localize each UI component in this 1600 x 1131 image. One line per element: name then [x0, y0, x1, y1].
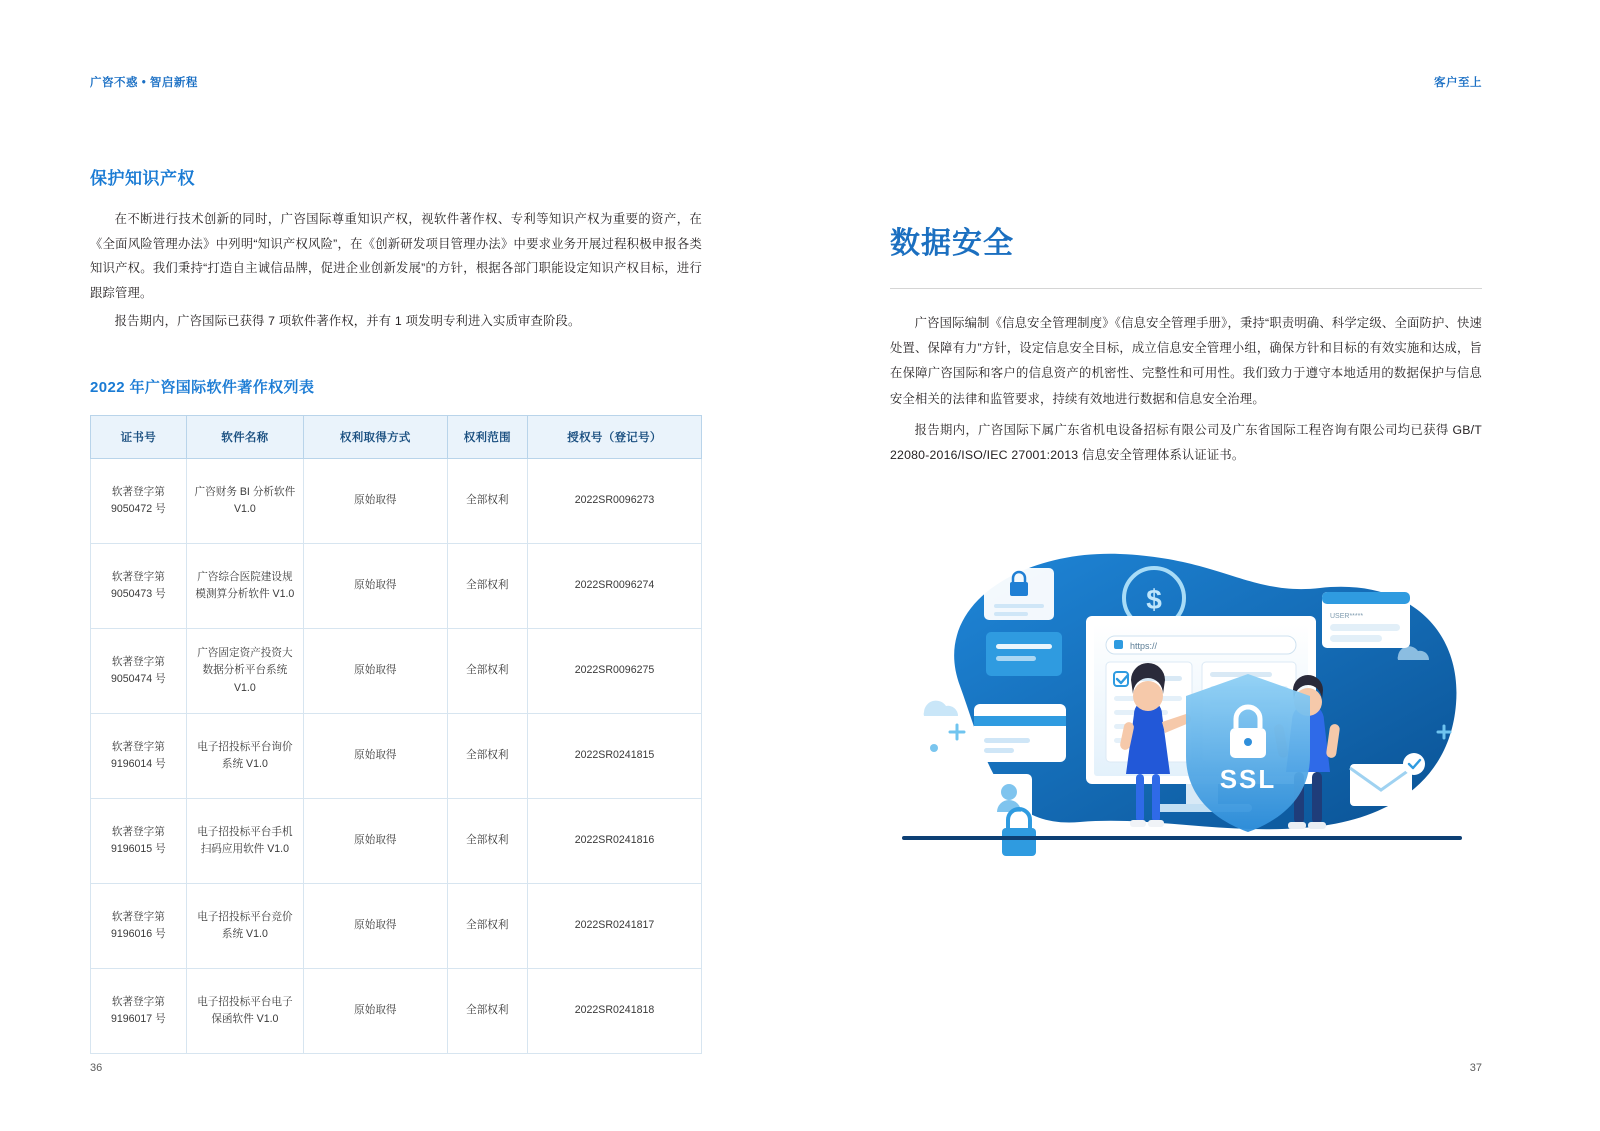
accent-dot: [930, 744, 938, 752]
login-field: [1330, 624, 1400, 631]
table-title-software-copyright: 2022 年广咨国际软件著作权列表: [90, 378, 315, 396]
column-header-reg-no: 授权号（登记号）: [528, 415, 702, 458]
cell-reg-no: 2022SR0241818: [528, 968, 702, 1053]
data-security-illustration: [890, 536, 1482, 866]
table-row: [91, 543, 702, 628]
cell-acquire: 原始取得: [304, 798, 448, 883]
column-header-scope: 权利范围: [447, 415, 527, 458]
url-label: https://: [1130, 641, 1158, 652]
cell-scope: 全部权利: [447, 628, 527, 713]
cell-software: 广咨综合医院建设规模测算分析软件 V1.0: [186, 543, 303, 628]
cell-reg-no: 2022SR0096274: [528, 543, 702, 628]
plus-icon: [950, 725, 964, 739]
cell-software: 电子招投标平台询价系统 V1.0: [186, 713, 303, 798]
table-row: [91, 628, 702, 713]
table-row: [91, 713, 702, 798]
cell-software: 广咨固定资产投资大数据分析平台系统 V1.0: [186, 628, 303, 713]
envelope-check-badge: [1403, 753, 1425, 775]
document-line: [994, 604, 1044, 608]
lock-body-icon: [1010, 582, 1028, 596]
cell-scope: 全部权利: [447, 883, 527, 968]
right-page: [800, 0, 1600, 1131]
paragraph-ip-1: 在不断进行技术创新的同时，广咨国际尊重知识产权，视软件著作权、专利等知识产权为重要的资产，在《全面风险管理办法》中列明“知识产权风险”，在《创新研发项目管理办法》中要求业务开展过程积极申报各类知识产权。我们秉持“打造自主诚信品牌，促进企业创新发展”的方针，根据各部门职能设定知识产权目标，进行跟踪管理。: [90, 212, 702, 300]
cell-acquire: 原始取得: [304, 713, 448, 798]
running-head-right: 客户至上: [1434, 77, 1482, 89]
cell-scope: 全部权利: [447, 968, 527, 1053]
padlock-body-icon: [1002, 828, 1036, 856]
cell-acquire: 原始取得: [304, 543, 448, 628]
table-row: [91, 798, 702, 883]
window-user-label: USER*****: [1330, 613, 1364, 621]
cell-cert-no: 软著登字第 9050473 号: [91, 543, 187, 628]
page-number-right: 37: [1469, 1062, 1482, 1074]
cloud-icon: [924, 701, 958, 716]
ground-line: [902, 836, 1462, 840]
cell-scope: 全部权利: [447, 543, 527, 628]
avatar-icon: [1001, 784, 1017, 800]
cell-scope: 全部权利: [447, 713, 527, 798]
url-lock-icon: [1114, 640, 1123, 649]
section-title-ip: 保护知识产权: [90, 169, 195, 188]
cell-scope: 全部权利: [447, 798, 527, 883]
column-header-cert-no: 证书号: [91, 415, 187, 458]
cell-cert-no: 软著登字第 9196014 号: [91, 713, 187, 798]
running-head-left: 广咨不惑 • 智启新程: [90, 77, 198, 89]
cell-software: 电子招投标平台竞价系统 V1.0: [186, 883, 303, 968]
credit-card-line: [984, 748, 1014, 753]
column-header-software: 软件名称: [186, 415, 303, 458]
cell-software: 电子招投标平台电子保函软件 V1.0: [186, 968, 303, 1053]
login-window-titlebar: [1322, 592, 1410, 604]
list-line: [996, 656, 1036, 661]
paragraph-ip-2: 报告期内，广咨国际已获得 7 项软件著作权，并有 1 项发明专利进入实质审查阶段。: [114, 314, 581, 329]
content-line: [1210, 672, 1272, 677]
cell-reg-no: 2022SR0096273: [528, 458, 702, 543]
cell-cert-no: 软著登字第 9196016 号: [91, 883, 187, 968]
shield-lock-keyhole-icon: [1244, 738, 1252, 746]
title-divider: [890, 288, 1482, 289]
page-number-left: 36: [90, 1062, 103, 1074]
envelope-icon: [1350, 764, 1412, 806]
cell-reg-no: 2022SR0096275: [528, 628, 702, 713]
ssl-label: SSL: [1219, 764, 1277, 795]
cell-software: 电子招投标平台手机扫码应用软件 V1.0: [186, 798, 303, 883]
cell-scope: 全部权利: [447, 458, 527, 543]
list-card: [986, 632, 1062, 676]
cell-cert-no: 软著登字第 9050472 号: [91, 458, 187, 543]
document-line: [994, 612, 1028, 616]
cell-cert-no: 软著登字第 9196015 号: [91, 798, 187, 883]
cell-acquire: 原始取得: [304, 883, 448, 968]
column-header-acquire: 权利取得方式: [304, 415, 448, 458]
paragraph-ds-1: 广咨国际编制《信息安全管理制度》《信息安全管理手册》，秉持“职责明确、科学定级、全面防护、快速处置、保障有力”方针，设定信息安全目标，成立信息安全管理小组，确保方针和目标的有效实施和达成，旨在保障广咨国际和客户的信息资产的机密性、完整性和可用性。我们致力于遵守本地适用的数据保护与信息安全相关的法律和监管要求，持续有效地进行数据和信息安全治理。: [890, 316, 1482, 406]
software-copyright-table: [90, 415, 702, 1054]
cell-cert-no: 软著登字第 9196017 号: [91, 968, 187, 1053]
table-row: [91, 458, 702, 543]
table-header-row: [91, 415, 702, 458]
cell-cert-no: 软著登字第 9050474 号: [91, 628, 187, 713]
cell-acquire: 原始取得: [304, 628, 448, 713]
cell-reg-no: 2022SR0241815: [528, 713, 702, 798]
credit-card-line: [984, 738, 1030, 743]
login-field: [1330, 635, 1382, 642]
dollar-label: $: [1146, 584, 1162, 616]
page-title-data-security: 数据安全: [890, 227, 1014, 260]
cell-reg-no: 2022SR0241816: [528, 798, 702, 883]
cell-acquire: 原始取得: [304, 458, 448, 543]
paragraph-ds-2: 报告期内，广咨国际下属广东省机电设备招标有限公司及广东省国际工程咨询有限公司均已获得 GB/T 22080-2016/ISO/IEC 27001:2013 信息安全管理体系认证证书。: [890, 422, 1482, 463]
cell-acquire: 原始取得: [304, 968, 448, 1053]
credit-card: [974, 704, 1066, 762]
credit-card-stripe: [974, 716, 1066, 726]
table-row: [91, 883, 702, 968]
cell-reg-no: 2022SR0241817: [528, 883, 702, 968]
table-row: [91, 968, 702, 1053]
cell-software: 广咨财务 BI 分析软件 V1.0: [186, 458, 303, 543]
list-line: [996, 644, 1052, 649]
